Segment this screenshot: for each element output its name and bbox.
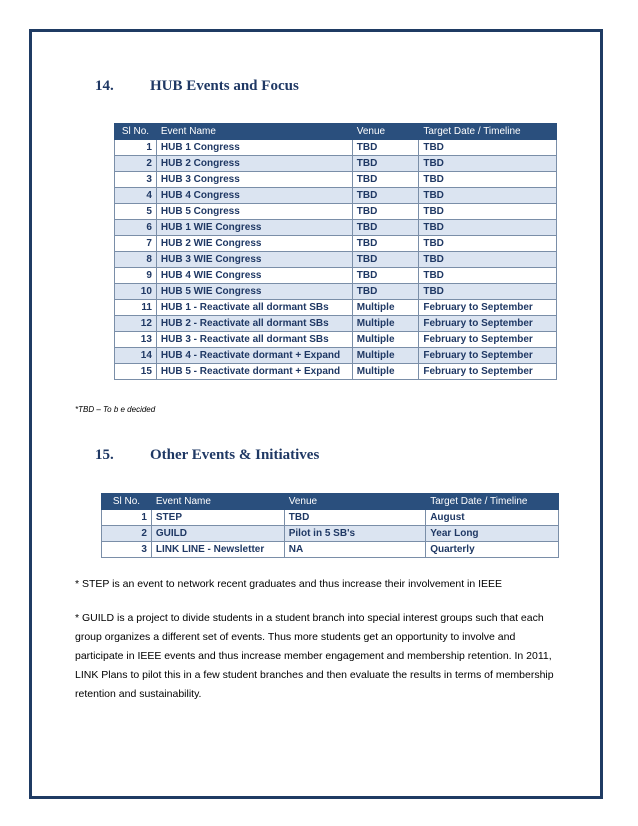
target-date-cell: TBD xyxy=(419,284,557,300)
venue-cell: TBD xyxy=(352,220,419,236)
event-name-cell: HUB 1 Congress xyxy=(156,140,352,156)
sl-no-cell: 1 xyxy=(102,510,152,526)
venue-cell: Multiple xyxy=(352,300,419,316)
event-name-cell: HUB 2 - Reactivate all dormant SBs xyxy=(156,316,352,332)
table-row xyxy=(115,172,557,188)
sl-no-cell: 2 xyxy=(115,156,157,172)
sl-no-cell: 15 xyxy=(115,364,157,380)
event-name-cell: HUB 3 - Reactivate all dormant SBs xyxy=(156,332,352,348)
sl-no-cell: 8 xyxy=(115,252,157,268)
sl-no-cell: 1 xyxy=(115,140,157,156)
venue-cell: TBD xyxy=(352,156,419,172)
venue-cell: TBD xyxy=(352,204,419,220)
target-date-cell: February to September xyxy=(419,300,557,316)
target-date-cell: Year Long xyxy=(426,526,559,542)
table-header-row xyxy=(115,124,557,140)
column-header: Venue xyxy=(352,124,419,140)
venue-cell: Multiple xyxy=(352,348,419,364)
venue-cell: Multiple xyxy=(352,364,419,380)
sl-no-cell: 3 xyxy=(102,542,152,558)
sl-no-cell: 4 xyxy=(115,188,157,204)
sl-no-cell: 5 xyxy=(115,204,157,220)
event-name-cell: HUB 1 WIE Congress xyxy=(156,220,352,236)
event-name-cell: HUB 3 Congress xyxy=(156,172,352,188)
target-date-cell: TBD xyxy=(419,140,557,156)
event-name-cell: HUB 5 WIE Congress xyxy=(156,284,352,300)
table-row xyxy=(115,268,557,284)
sl-no-cell: 9 xyxy=(115,268,157,284)
event-name-cell: HUB 2 Congress xyxy=(156,156,352,172)
venue-cell: NA xyxy=(284,542,425,558)
table-row xyxy=(102,526,559,542)
venue-cell: TBD xyxy=(352,172,419,188)
target-date-cell: TBD xyxy=(419,220,557,236)
column-header: Event Name xyxy=(156,124,352,140)
sl-no-cell: 14 xyxy=(115,348,157,364)
section-number: 15. xyxy=(95,447,114,463)
target-date-cell: February to September xyxy=(419,348,557,364)
column-header: Event Name xyxy=(151,494,284,510)
table-row xyxy=(115,220,557,236)
table-row xyxy=(102,510,559,526)
event-name-cell: HUB 1 - Reactivate all dormant SBs xyxy=(156,300,352,316)
venue-cell: TBD xyxy=(352,140,419,156)
table-row xyxy=(115,156,557,172)
venue-cell: Multiple xyxy=(352,316,419,332)
venue-cell: TBD xyxy=(352,252,419,268)
target-date-cell: February to September xyxy=(419,316,557,332)
column-header: Venue xyxy=(284,494,425,510)
venue-cell: TBD xyxy=(284,510,425,526)
sl-no-cell: 13 xyxy=(115,332,157,348)
target-date-cell: TBD xyxy=(419,236,557,252)
target-date-cell: February to September xyxy=(419,364,557,380)
venue-cell: TBD xyxy=(352,284,419,300)
table-row xyxy=(115,364,557,380)
event-name-cell: GUILD xyxy=(151,526,284,542)
table-row xyxy=(115,348,557,364)
tbd-footnote: *TBD – To b e decided xyxy=(75,405,156,414)
event-name-cell: HUB 2 WIE Congress xyxy=(156,236,352,252)
sl-no-cell: 2 xyxy=(102,526,152,542)
venue-cell: Multiple xyxy=(352,332,419,348)
sl-no-cell: 10 xyxy=(115,284,157,300)
event-name-cell: HUB 3 WIE Congress xyxy=(156,252,352,268)
guild-note: * GUILD is a project to divide students in a student branch into special interest groups such that each group organizes a different set of events. Thus more students get an opportunity to involve and participate in IEEE events and thus increase member engagement and membership retention. In 2011, LINK Plans to pilot this in a few student branches and then evaluate the results in terms of membership retention and sustainability. xyxy=(75,612,554,700)
event-name-cell: HUB 5 Congress xyxy=(156,204,352,220)
hub-events-table xyxy=(114,123,557,380)
section-title: HUB Events and Focus xyxy=(150,78,299,94)
section-title: Other Events & Initiatives xyxy=(150,447,320,463)
event-name-cell: LINK LINE - Newsletter xyxy=(151,542,284,558)
target-date-cell: TBD xyxy=(419,204,557,220)
other-events-table xyxy=(101,493,559,558)
target-date-cell: February to September xyxy=(419,332,557,348)
column-header: Sl No. xyxy=(115,124,157,140)
venue-cell: TBD xyxy=(352,268,419,284)
venue-cell: TBD xyxy=(352,236,419,252)
section-number: 14. xyxy=(95,78,114,94)
sl-no-cell: 6 xyxy=(115,220,157,236)
target-date-cell: August xyxy=(426,510,559,526)
event-name-cell: HUB 4 Congress xyxy=(156,188,352,204)
table-row xyxy=(115,236,557,252)
sl-no-cell: 7 xyxy=(115,236,157,252)
table-row xyxy=(115,140,557,156)
event-name-cell: HUB 4 - Reactivate dormant + Expand xyxy=(156,348,352,364)
table-row xyxy=(115,300,557,316)
table-row xyxy=(115,204,557,220)
event-name-cell: HUB 4 WIE Congress xyxy=(156,268,352,284)
table-row xyxy=(102,542,559,558)
sl-no-cell: 12 xyxy=(115,316,157,332)
event-name-cell: STEP xyxy=(151,510,284,526)
column-header: Target Date / Timeline xyxy=(426,494,559,510)
step-note: * STEP is an event to network recent graduates and thus increase their involvement in IEEE xyxy=(75,578,503,590)
target-date-cell: TBD xyxy=(419,188,557,204)
event-name-cell: HUB 5 - Reactivate dormant + Expand xyxy=(156,364,352,380)
column-header: Sl No. xyxy=(102,494,152,510)
venue-cell: TBD xyxy=(352,188,419,204)
table-row xyxy=(115,188,557,204)
column-header: Target Date / Timeline xyxy=(419,124,557,140)
table-header-row xyxy=(102,494,559,510)
table-row xyxy=(115,284,557,300)
target-date-cell: Quarterly xyxy=(426,542,559,558)
target-date-cell: TBD xyxy=(419,172,557,188)
sl-no-cell: 3 xyxy=(115,172,157,188)
venue-cell: Pilot in 5 SB's xyxy=(284,526,425,542)
table-row xyxy=(115,316,557,332)
sl-no-cell: 11 xyxy=(115,300,157,316)
target-date-cell: TBD xyxy=(419,268,557,284)
target-date-cell: TBD xyxy=(419,156,557,172)
table-row xyxy=(115,252,557,268)
table-row xyxy=(115,332,557,348)
target-date-cell: TBD xyxy=(419,252,557,268)
